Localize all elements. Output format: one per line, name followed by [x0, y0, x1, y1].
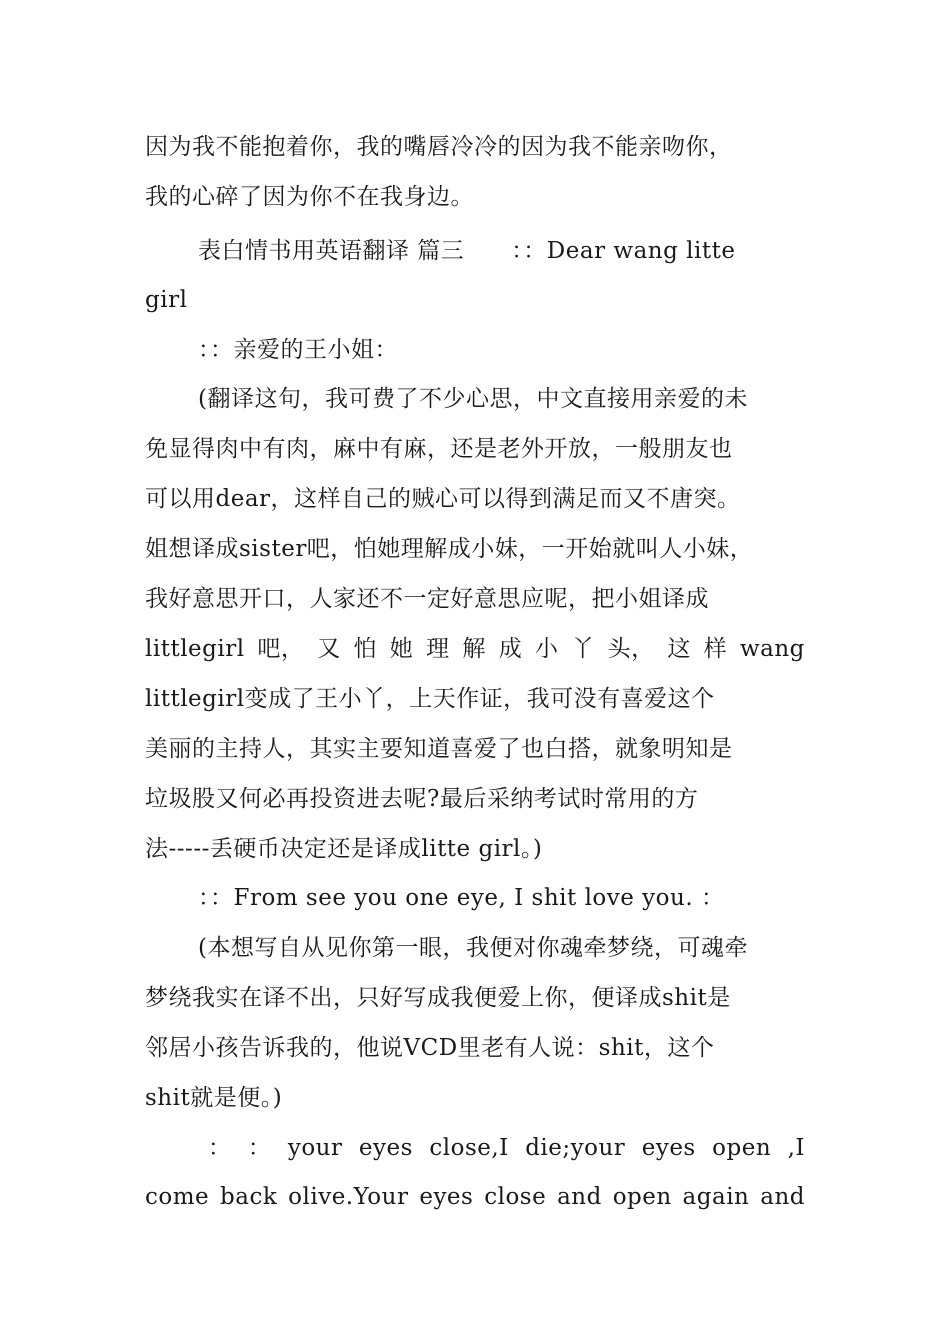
word: and	[557, 1184, 602, 1210]
justified-text-line	[208, 1133, 805, 1163]
text-line: 美丽的主持人，其实主要知道喜爱了也白搭，就象明知是	[145, 736, 733, 762]
word: close,I	[429, 1135, 509, 1161]
word: 样	[703, 636, 728, 662]
text-line: (翻译这句，我可费了不少心思，中文直接用亲爱的未	[198, 386, 748, 412]
word: your	[287, 1135, 343, 1161]
word: olive.Your	[288, 1184, 409, 1210]
word: eyes	[358, 1135, 413, 1161]
text-line: ：：From see you one eye, I shit love you. ：	[198, 885, 725, 911]
text-line: 免显得肉中有肉，麻中有麻，还是老外开放，一般朋友也	[145, 436, 733, 462]
word: 头，	[607, 636, 655, 662]
text-line: 邻居小孩告诉我的，他说VCD里老有人说：shit，这个	[145, 1035, 715, 1061]
text-line: 因为我不能抱着你，我的嘴唇冷冷的因为我不能亲吻你，	[145, 134, 733, 160]
word: 怕	[353, 636, 377, 662]
text-line: 我的心碎了因为你不在我身边。	[145, 184, 474, 210]
word: wang	[739, 636, 805, 662]
word: eyes	[419, 1184, 474, 1210]
text-line: shit就是便。)	[145, 1085, 283, 1111]
justified-text-line	[145, 634, 805, 664]
word: come	[145, 1184, 210, 1210]
word: 吧，	[257, 636, 305, 662]
word: 理	[426, 636, 450, 662]
word: and	[760, 1184, 805, 1210]
word: 成	[498, 636, 523, 662]
word: open	[612, 1184, 672, 1210]
word: 丫	[571, 636, 595, 662]
word: eyes	[641, 1135, 696, 1161]
word: ：	[208, 1135, 232, 1161]
word: littlegirl	[145, 636, 245, 662]
text-line: ：：亲爱的王小姐：	[198, 337, 398, 363]
word: again	[682, 1184, 750, 1210]
text-line: 我好意思开口，人家还不一定好意思应呢，把小姐译成	[145, 586, 709, 612]
word: 解	[462, 636, 486, 662]
text-line: (本想写自从见你第一眼，我便对你魂牵梦绕，可魂牵	[198, 935, 748, 961]
text-line: 可以用dear，这样自己的贼心可以得到满足而又不唐突。	[145, 486, 741, 512]
word: back	[220, 1184, 278, 1210]
justified-text-line	[145, 1182, 805, 1212]
word: ,I	[787, 1135, 805, 1161]
word: 小	[534, 636, 559, 662]
word: open	[712, 1135, 772, 1161]
text-line: 法-----丢硬币决定还是译成litte girl。)	[145, 836, 543, 862]
text-line: 姐想译成sister吧，怕她理解成小妹，一开始就叫人小妹，	[145, 536, 754, 562]
word: 这	[667, 636, 691, 662]
word: 她	[389, 636, 414, 662]
word: close	[484, 1184, 547, 1210]
text-line: 梦绕我实在译不出，只好写成我便爱上你，便译成shit是	[145, 985, 731, 1011]
text-line: 垃圾股又何必再投资进去呢?最后采纳考试时常用的方	[145, 786, 699, 812]
word: die;your	[525, 1135, 626, 1161]
word: 又	[317, 636, 341, 662]
word: ：	[247, 1135, 272, 1161]
text-line: girl	[145, 287, 188, 313]
text-line: littlegirl变成了王小丫，上天作证，我可没有喜爱这个	[145, 686, 715, 712]
section-heading: 表白情书用英语翻译 篇三 ：：Dear wang litte	[198, 238, 736, 264]
